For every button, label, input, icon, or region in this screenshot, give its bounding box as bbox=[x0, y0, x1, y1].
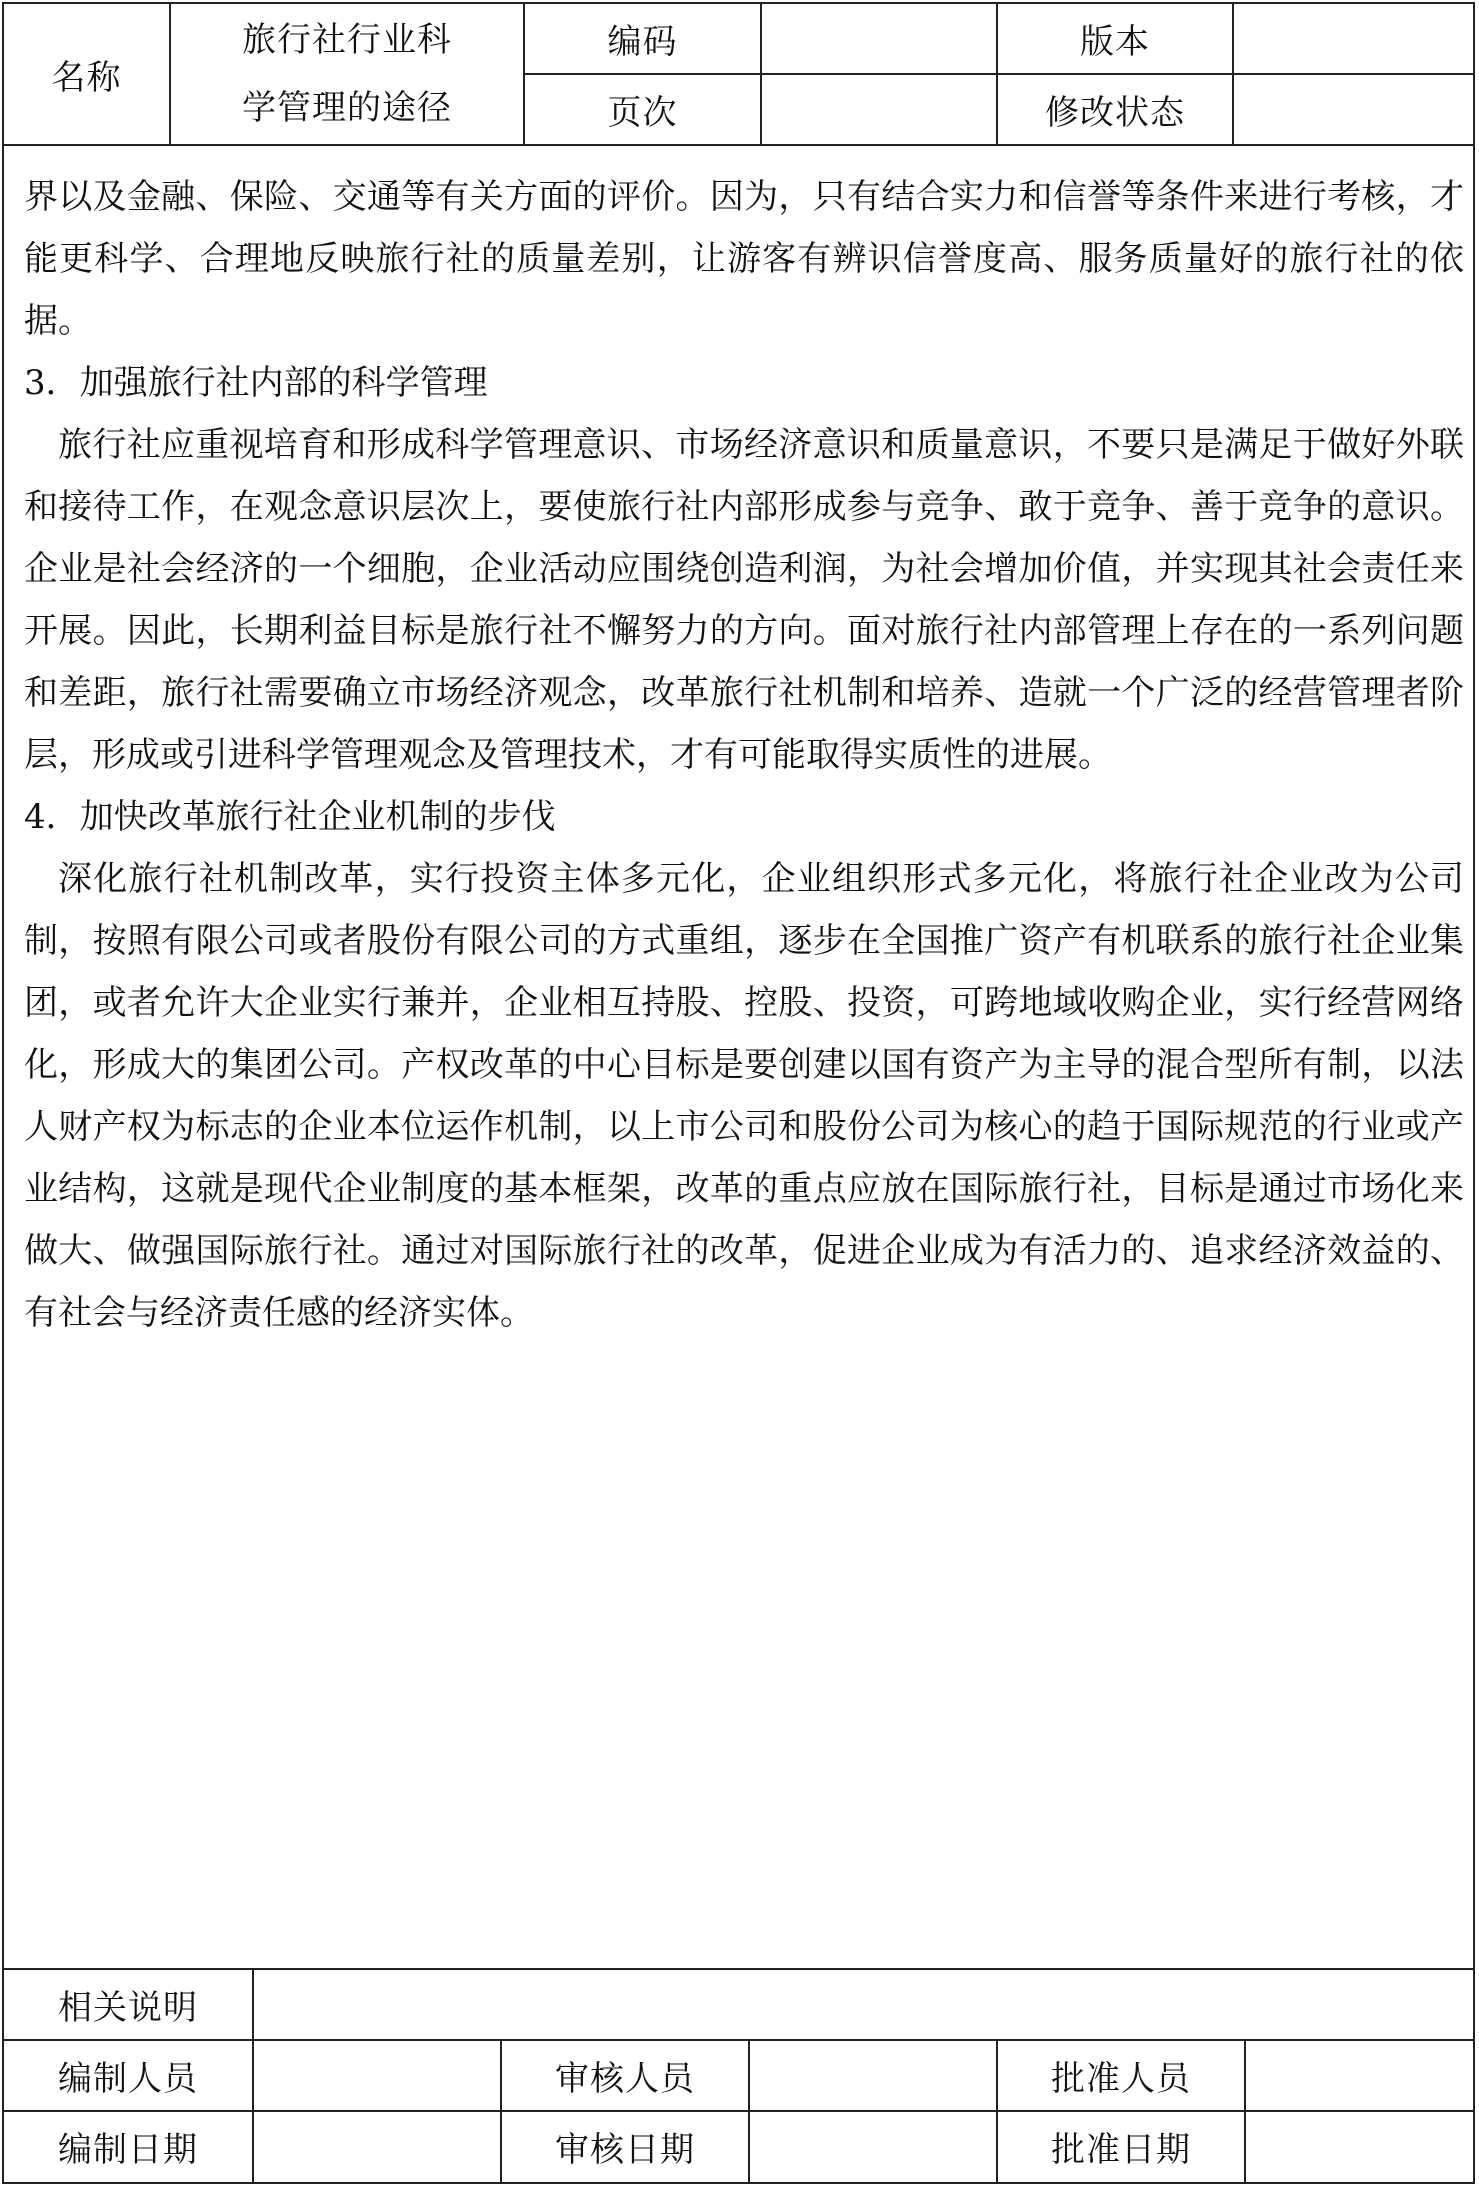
name-value bbox=[171, 4, 523, 144]
notes-value[interactable] bbox=[254, 1970, 1473, 2039]
revision-value[interactable] bbox=[1234, 75, 1473, 144]
name-label: 名称 bbox=[51, 57, 122, 98]
paragraph: 界以及金融、保险、交通等有关方面的评价。因为，只有结合实力和信誉等条件来进行考核，才能更科学、合理地反映旅行社的质量差别，让游客有辨识信誉度高、服务质量好的旅行社的依据。 bbox=[24, 177, 1464, 341]
page-label: 页次 bbox=[607, 93, 678, 133]
document-body bbox=[24, 166, 1464, 1344]
notes-label: 相关说明 bbox=[58, 1988, 198, 2028]
footer-table bbox=[4, 1968, 1473, 2182]
section-heading: 3．加强旅行社内部的科学管理 bbox=[24, 363, 488, 403]
paragraph: 旅行社应重视培育和形成科学管理意识、市场经济意识和质量意识，不要只是满足于做好外联和接待工作，在观念意识层次上，要使旅行社内部形成参与竞争、敢于竞争、善于竞争的意识。企业是社会经济的一个细胞，企业活动应围绕创造利润，为社会增加价值，并实现其社会责任来开展。因此，长期利益目标是旅行社不懈努力的方向。面对旅行社内部管理上存在的一系列问题和差距，旅行社需要确立市场经济观念，改革旅行社机制和培养、造就一个广泛的经营管理者阶层，形成或引进科学管理观念及管理技术，才有可能取得实质性的进展。 bbox=[24, 425, 1464, 775]
reviewer-value[interactable] bbox=[750, 2041, 996, 2110]
name-value-line1: 旅行社行业科 bbox=[242, 20, 452, 60]
editor-value[interactable] bbox=[254, 2041, 500, 2110]
approver-label: 批准人员 bbox=[1051, 2059, 1191, 2099]
approver-value[interactable] bbox=[1246, 2041, 1473, 2110]
approve-date-value[interactable] bbox=[1246, 2112, 1473, 2180]
header-table bbox=[4, 4, 1473, 146]
version-value[interactable] bbox=[1234, 4, 1473, 73]
review-date-value[interactable] bbox=[750, 2112, 996, 2180]
edit-date-value[interactable] bbox=[254, 2112, 500, 2180]
editor-label: 编制人员 bbox=[58, 2059, 198, 2099]
paragraph: 深化旅行社机制改革，实行投资主体多元化，企业组织形式多元化，将旅行社企业改为公司制，按照有限公司或者股份有限公司的方式重组，逐步在全国推广资产有机联系的旅行社企业集团，或者允许大企业实行兼并，企业相互持股、控股、投资，可跨地域收购企业，实行经营网络化，形成大的集团公司。产权改革的中心目标是要创建以国有资产为主导的混合型所有制，以法人财产权为标志的企业本位运作机制，以上市公司和股份公司为核心的趋于国际规范的行业或产业结构，这就是现代企业制度的基本框架，改革的重点应放在国际旅行社，目标是通过市场化来做大、做强国际旅行社。通过对国际旅行社的改革，促进企业成为有活力的、追求经济效益的、有社会与经济责任感的经济实体。 bbox=[24, 859, 1464, 1333]
section-heading: 4．加快改革旅行社企业机制的步伐 bbox=[24, 797, 556, 837]
document-sheet bbox=[2, 2, 1475, 2184]
revision-label: 修改状态 bbox=[1045, 93, 1185, 133]
reviewer-label: 审核人员 bbox=[555, 2059, 695, 2099]
version-label: 版本 bbox=[1080, 22, 1150, 62]
review-date-label: 审核日期 bbox=[555, 2129, 695, 2170]
name-value-line2: 学管理的途径 bbox=[242, 88, 452, 128]
edit-date-label: 编制日期 bbox=[58, 2129, 198, 2170]
code-value[interactable] bbox=[762, 4, 996, 73]
code-label: 编码 bbox=[607, 22, 678, 62]
page-value[interactable] bbox=[762, 75, 996, 144]
approve-date-label: 批准日期 bbox=[1051, 2129, 1191, 2170]
